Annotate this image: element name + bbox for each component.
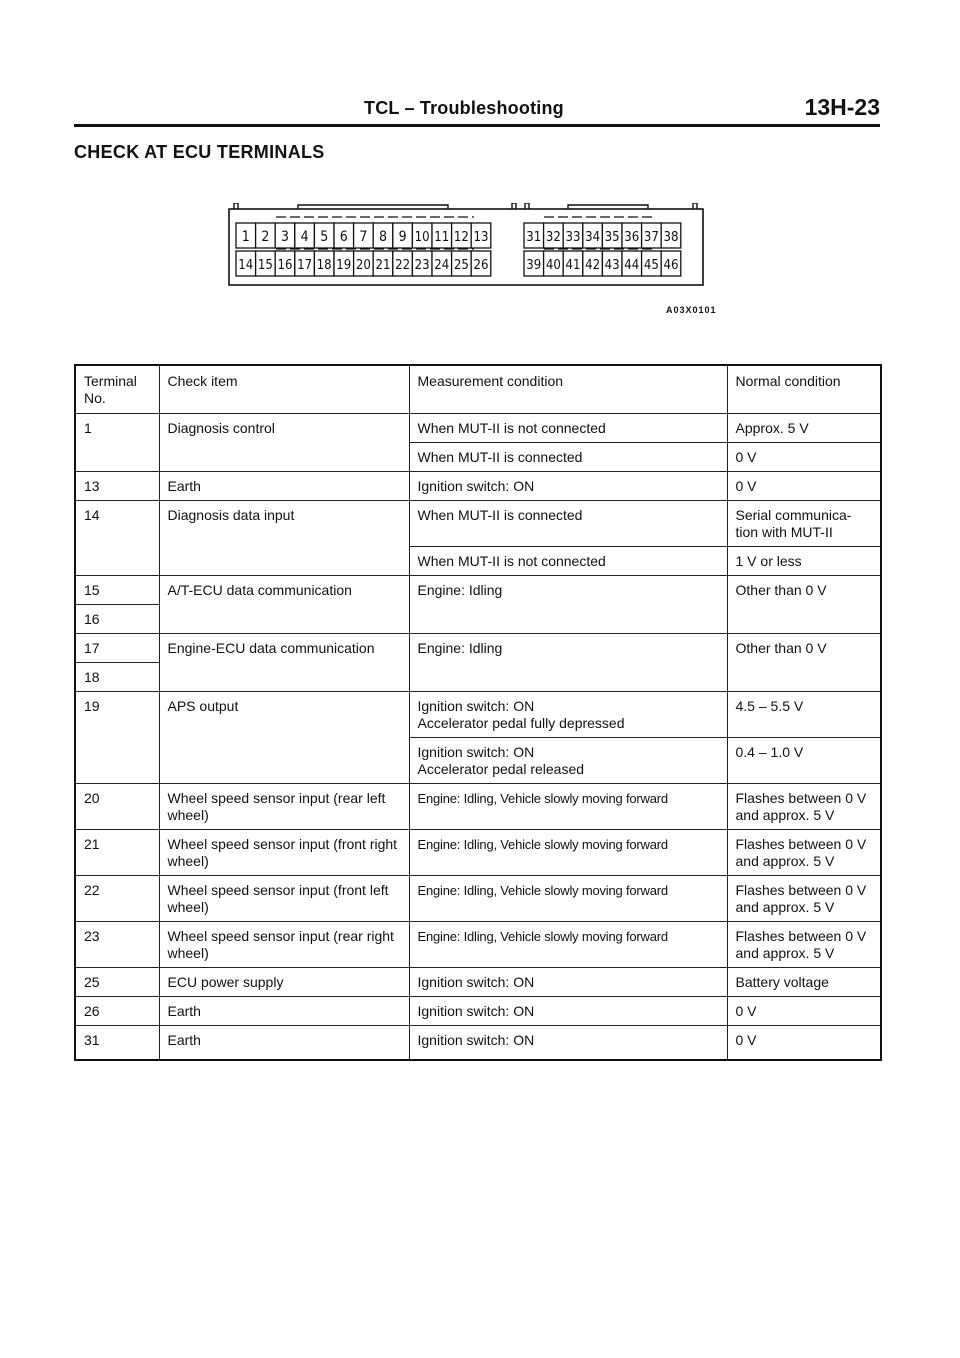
connector-pin-label: 1 (241, 229, 250, 245)
connector-pin-label: 41 (565, 258, 581, 273)
normal-condition: Other than 0 V (727, 634, 881, 692)
normal-condition: Other than 0 V (727, 576, 881, 634)
header-normal-condition: Normal condition (727, 365, 881, 414)
measurement-condition: Engine: Idling, Vehicle slowly moving forward (409, 784, 727, 830)
terminal-no: 14 (75, 501, 159, 576)
check-item: Engine-ECU data communication (159, 634, 409, 692)
check-item: APS output (159, 692, 409, 784)
connector-pin-label: 32 (545, 230, 561, 245)
normal-condition: 4.5 – 5.5 V (727, 692, 881, 738)
measurement-condition: Ignition switch: ON (409, 472, 727, 501)
connector-pin-label: 25 (453, 258, 469, 273)
connector-pin-label: 37 (643, 230, 659, 245)
connector-pin-label: 20 (355, 258, 371, 273)
connector-pin-label: 43 (604, 258, 620, 273)
condition-line: Accelerator pedal released (417, 761, 585, 777)
normal-condition: Battery voltage (727, 968, 881, 997)
terminal-no: 13 (75, 472, 159, 501)
normal-condition: 0 V (727, 997, 881, 1026)
terminal-no: 15 (75, 576, 159, 605)
terminal-no: 17 (75, 634, 159, 663)
normal-condition: 0 V (727, 443, 881, 472)
connector-pin-label: 46 (663, 258, 679, 273)
connector-pin-label: 26 (473, 258, 489, 273)
condition-line: Accelerator pedal fully depressed (417, 715, 625, 731)
connector-pin-label: 14 (238, 258, 254, 273)
connector-pin-label: 4 (300, 229, 309, 245)
condition-line: Ignition switch: ON (417, 744, 535, 760)
terminal-no: 25 (75, 968, 159, 997)
check-item: Earth (159, 472, 409, 501)
table-row (75, 472, 881, 501)
check-item: Diagnosis control (159, 414, 409, 472)
connector-pin-label: 18 (316, 258, 332, 273)
connector-pin-label: 12 (453, 230, 469, 245)
connector-pin-label: 23 (414, 258, 430, 273)
connector-pin-label: 35 (604, 230, 620, 245)
measurement-condition: Engine: Idling (409, 634, 727, 692)
check-item: Diagnosis data input (159, 501, 409, 576)
connector-pin-label: 34 (585, 230, 601, 245)
check-item: A/T-ECU data communication (159, 576, 409, 634)
check-item: Earth (159, 997, 409, 1026)
table-row (75, 501, 881, 547)
terminal-no: 22 (75, 876, 159, 922)
normal-condition: 0 V (727, 1026, 881, 1061)
connector-pin-label: 40 (545, 258, 561, 273)
connector-pin-label: 31 (526, 230, 542, 245)
connector-pin-label: 9 (398, 229, 407, 245)
terminal-no: 31 (75, 1026, 159, 1061)
page-number: 13H-23 (804, 94, 880, 120)
connector-pin-label: 44 (624, 258, 640, 273)
connector-pin-label: 7 (359, 229, 368, 245)
connector-pin-label: 33 (565, 230, 581, 245)
normal-condition: Flashes between 0 V and approx. 5 V (727, 830, 881, 876)
figure-id: A03X0101 (666, 305, 717, 315)
header-terminal-no: Terminal No. (75, 365, 159, 414)
terminal-no: 21 (75, 830, 159, 876)
connector-pin-label: 10 (414, 230, 430, 245)
connector-pin-label: 16 (277, 258, 293, 273)
normal-condition: Flashes between 0 V and approx. 5 V (727, 922, 881, 968)
header-check-item: Check item (159, 365, 409, 414)
normal-condition: Approx. 5 V (727, 414, 881, 443)
connector-pin-label: 3 (280, 229, 290, 245)
table-row (75, 784, 881, 830)
measurement-condition: When MUT-II is not connected (409, 414, 727, 443)
table-row (75, 830, 881, 876)
terminal-no: 1 (75, 414, 159, 472)
ecu-connector-diagram (228, 203, 704, 287)
connector-pin-label: 24 (434, 258, 450, 273)
normal-condition: Serial communica- tion with MUT-II (727, 501, 881, 547)
table-row (75, 876, 881, 922)
measurement-condition (409, 692, 727, 738)
measurement-condition: When MUT-II is connected (409, 501, 727, 547)
table-row (75, 968, 881, 997)
connector-pin-label: 22 (395, 258, 411, 273)
check-item: ECU power supply (159, 968, 409, 997)
check-item: Earth (159, 1026, 409, 1061)
table-row (75, 1026, 881, 1061)
connector-pin-label: 5 (320, 229, 329, 245)
table-row (75, 634, 881, 663)
table-row (75, 692, 881, 738)
table-row (75, 997, 881, 1026)
connector-latch (234, 203, 697, 209)
measurement-condition: Ignition switch: ON (409, 1026, 727, 1061)
check-item: Wheel speed sensor input (rear left wheel) (159, 784, 409, 830)
header-title: TCL – Troubleshooting (364, 98, 564, 118)
normal-condition: 0 V (727, 472, 881, 501)
connector-pin-label: 2 (261, 229, 270, 245)
check-item: Wheel speed sensor input (front right wheel) (159, 830, 409, 876)
measurement-condition: Engine: Idling, Vehicle slowly moving forward (409, 830, 727, 876)
terminal-check-table (74, 364, 882, 1061)
measurement-condition (409, 738, 727, 784)
terminal-no: 18 (75, 663, 159, 692)
measurement-condition: Engine: Idling (409, 576, 727, 634)
connector-pin-label: 8 (378, 229, 388, 245)
measurement-condition: Engine: Idling, Vehicle slowly moving forward (409, 922, 727, 968)
terminal-no: 16 (75, 605, 159, 634)
normal-condition: Flashes between 0 V and approx. 5 V (727, 876, 881, 922)
table-row (75, 576, 881, 605)
normal-condition: Flashes between 0 V and approx. 5 V (727, 784, 881, 830)
header-measurement-condition: Measurement condition (409, 365, 727, 414)
connector-pin-label: 11 (434, 230, 450, 245)
section-heading: CHECK AT ECU TERMINALS (74, 142, 325, 162)
connector-pin-label: 36 (624, 230, 640, 245)
connector-pin-label: 39 (526, 258, 542, 273)
terminal-no: 20 (75, 784, 159, 830)
connector-pin-label: 19 (336, 258, 352, 273)
table-row (75, 922, 881, 968)
measurement-condition: When MUT-II is connected (409, 443, 727, 472)
measurement-condition: When MUT-II is not connected (409, 547, 727, 576)
measurement-condition: Engine: Idling, Vehicle slowly moving forward (409, 876, 727, 922)
connector-pin-label: 6 (339, 229, 348, 245)
connector-pin-label: 13 (473, 230, 489, 245)
connector-pin-label: 15 (257, 258, 273, 273)
terminal-no: 23 (75, 922, 159, 968)
condition-line: Ignition switch: ON (417, 698, 535, 714)
check-item: Wheel speed sensor input (rear right wheel) (159, 922, 409, 968)
connector-pin-label: 45 (643, 258, 659, 273)
connector-pin-label: 21 (375, 258, 391, 273)
table-row (75, 414, 881, 443)
page-header (74, 96, 880, 127)
check-item: Wheel speed sensor input (front left wheel) (159, 876, 409, 922)
measurement-condition: Ignition switch: ON (409, 997, 727, 1026)
terminal-no: 26 (75, 997, 159, 1026)
normal-condition: 1 V or less (727, 547, 881, 576)
normal-condition: 0.4 – 1.0 V (727, 738, 881, 784)
connector-pin-label: 17 (297, 258, 313, 273)
terminal-no: 19 (75, 692, 159, 784)
measurement-condition: Ignition switch: ON (409, 968, 727, 997)
connector-pin-label: 42 (585, 258, 601, 273)
connector-pin-label: 38 (663, 230, 679, 245)
table-header-row (75, 365, 881, 414)
